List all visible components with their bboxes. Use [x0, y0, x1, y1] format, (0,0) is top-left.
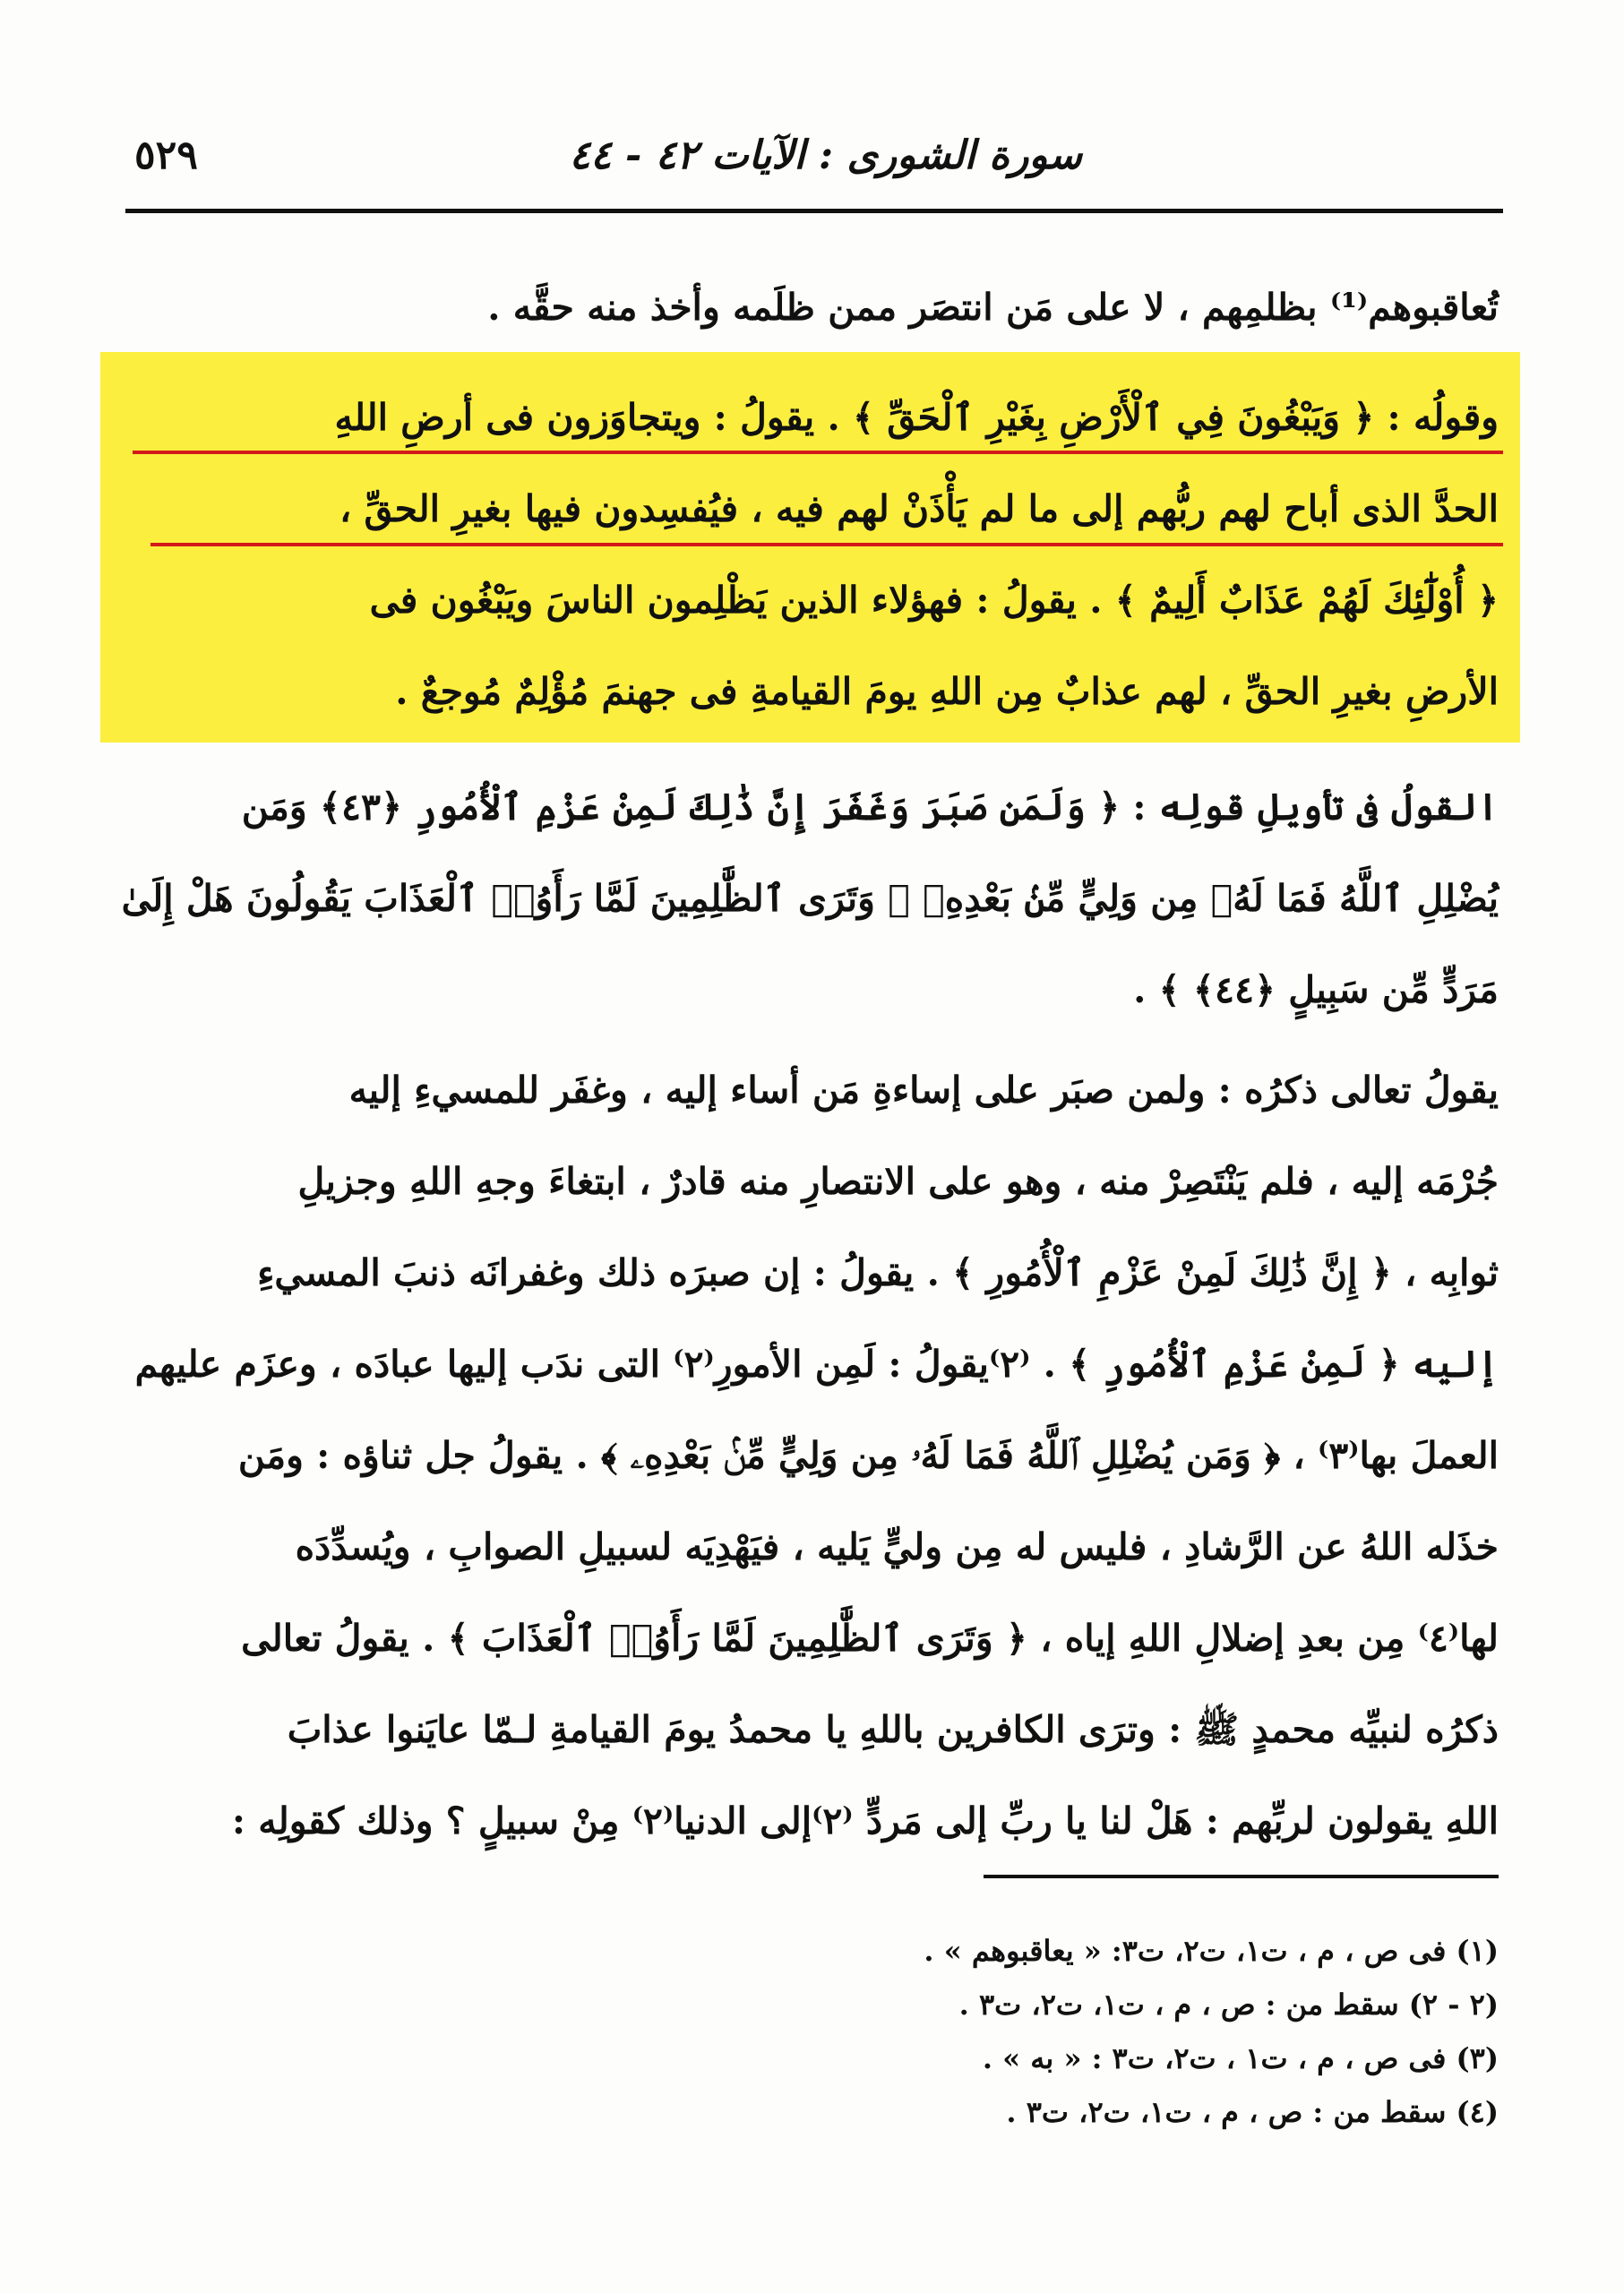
- text-line: يقولُ تعالى ذكرُه : ولمن صبَر على إساءةِ مَن أساء إليه ، وغفَر للمسيءِ إليه: [348, 1069, 1499, 1112]
- footnote: (٣) فى ص ، م ، ت١ ، ت٢، ت٣ : « به » .: [982, 2041, 1499, 2075]
- intro-text: تُعاقبوهم⁽¹⁾ بظلمِهم ، لا على مَن انتصَر ممن ظلَمه وأخذ منه حقَّه .: [487, 286, 1499, 329]
- text-line: إليه ﴿ لَمِنْ عَزْمِ ٱلْأُمُورِ ﴾ . ⁽٢⁾يقولُ : لَمِن الأمورِ⁽٢⁾ التى ندَب إليها عبادَه ، وعزَم عليهم: [134, 1343, 1499, 1386]
- text-line: جُرْمَه إليه ، فلم يَنْتَصِرْ منه ، وهو على الانتصارِ منه قادرٌ ، ابتغاءَ وجهِ اللهِ وجزيلِ: [297, 1160, 1499, 1203]
- text-line: اللهِ يقولون لربِّهم : هَلْ لنا يا ربِّ إلى مَردٍّ ⁽٢⁾إلى الدنيا⁽٢⁾ مِنْ سبيلٍ ؟ وذلك كقولِه :: [231, 1799, 1499, 1842]
- main-text: [121, 761, 1499, 1867]
- highlighted-passage: [133, 372, 1499, 737]
- text-line: العملَ بها⁽٣⁾ ، ﴿ وَمَن يُضْلِلِ ٱللَّهُ فَمَا لَهُۥ مِن وَلِيٍّ مِّنۢ بَعْدِهِۦ ﴾ . يقولُ جل ثناؤه : ومَن: [237, 1434, 1499, 1477]
- text-line: خذَله اللهُ عن الرَّشادِ ، فليس له مِن وليٍّ يَليه ، فيَهْدِيَه لسبيلِ الصوابِ ، ويُسدِّدَه: [295, 1525, 1499, 1568]
- text-line: الأرضِ بغيرِ الحقِّ ، لهم عذابٌ مِن اللهِ يومَ القيامةِ فى جهنمَ مُؤْلِمٌ مُوجعٌ .: [395, 670, 1499, 713]
- footnote: (٢ - ٢) سقط من : ص ، م ، ت١، ت٢، ت٣ .: [958, 1988, 1499, 2022]
- text-line: ثوابِه ، ﴿ إِنَّ ذَٰلِكَ لَمِنْ عَزْمِ ٱلْأُمُورِ ﴾ . يقولُ : إن صبرَه ذلك وغفرانَه ذنبَ المسيءِ: [257, 1251, 1499, 1294]
- text-line: ﴿ أُوْلَٰٓئِكَ لَهُمْ عَذَابٌ أَلِيمٌ ﴾ . يقولُ : فهؤلاء الذين يَظْلِمون الناسَ ويَبْغُون فى: [369, 579, 1499, 622]
- commentary-paragraph: [134, 1044, 1499, 1867]
- header-rule: [125, 209, 1503, 213]
- text-line: الحدَّ الذى أباح لهم ربُّهم إلى ما لم يَأْذَنْ لهم فيه ، فيُفسِدون فيها بغيرِ الحقِّ ،: [339, 487, 1499, 530]
- text-line: ذكرُه لنبيِّه محمدٍ ﷺ : وترَى الكافرين باللهِ يا محمدُ يومَ القيامةِ لـمّا عايَنوا عذابَ: [287, 1708, 1499, 1751]
- text-line: لها⁽٤⁾ مِن بعدِ إضلالِ اللهِ إياه ، ﴿ وَتَرَى ٱلظَّٰلِمِينَ لَمَّا رَأَوُا۟ ٱلْعَذَابَ ﴾ . يقولُ تعالى: [241, 1617, 1499, 1660]
- page-header: [125, 116, 1499, 188]
- intro-line: [134, 262, 1499, 353]
- verse-line: يُضْلِلِ ٱللَّهُ فَمَا لَهُۥ مِن وَلِيٍّ مِّنۢ بَعْدِهِۦ ۗ وَتَرَى ٱلظَّٰلِمِينَ لَمَّا رَأَوُا۟ ٱلْعَذَابَ يَقُولُونَ هَلْ إِلَىٰ: [121, 877, 1499, 920]
- footnote: (٤) سقط من : ص ، م ، ت١، ت٢، ت٣ .: [1006, 2095, 1499, 2129]
- text-line: وقولُه : ﴿ وَيَبْغُونَ فِي ٱلْأَرْضِ بِغَيْرِ ٱلْحَقِّ ﴾ . يقولُ : ويتجاوَزون فى أرضِ اللهِ: [334, 396, 1499, 439]
- section-heading-line: القولُ فى تأويلِ قولِه : ﴿ وَلَمَن صَبَرَ وَغَفَرَ إِنَّ ذَٰلِكَ لَمِنْ عَزْمِ ٱلْأُمُورِ ﴿٤٣﴾ وَمَن: [241, 786, 1499, 829]
- footnote: (١) فى ص ، م ، ت١، ت٢، ت٣: « يعاقبوهم » .: [924, 1934, 1499, 1968]
- footnote-rule: [984, 1875, 1499, 1878]
- page-number: ٥٢٩: [134, 133, 198, 178]
- running-title: سورة الشورى : الآيات ٤٢ - ٤٤: [569, 133, 1082, 178]
- footnotes: [627, 1924, 1499, 2139]
- verse-line: مَرَدٍّ مِّن سَبِيلٍ ﴿٤٤﴾ ﴾ .: [1133, 968, 1499, 1011]
